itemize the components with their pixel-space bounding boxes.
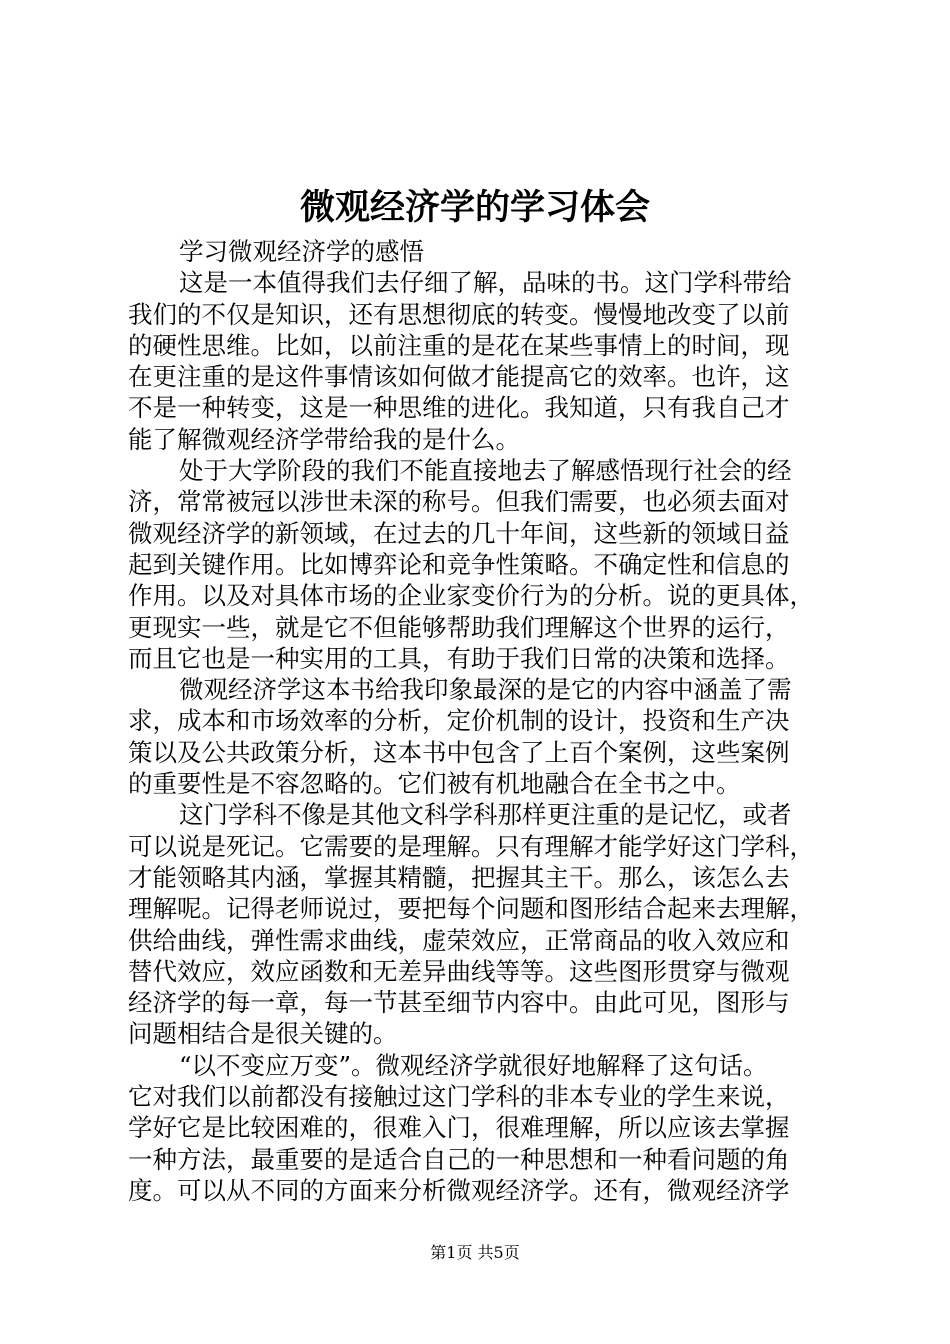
paragraph-2-line-1: 处于大学阶段的我们不能直接地去了解感悟现行社会的经 [179,456,792,486]
paragraph-2-line-4: 起到关键作用。比如博弈论和竞争性策略。不确定性和信息的 [128,549,790,579]
paragraph-4-line-8: 问题相结合是很关键的。 [128,1019,398,1049]
paragraph-2-line-2: 济，常常被冠以涉世未深的称号。但我们需要，也必须去面对 [128,487,790,517]
paragraph-1-line-5: 不是一种转变，这是一种思维的进化。我知道，只有我自己才 [128,393,790,423]
page-number-footer: 第1页 共5页 [430,1243,520,1262]
paragraph-1-line-1: 这是一本值得我们去仔细了解，品味的书。这门学科带给 [179,268,792,298]
paragraph-4-line-2: 可以说是死记。它需要的是理解。只有理解才能学好这门学科， [128,831,814,861]
paragraph-4-line-7: 经济学的每一章，每一节甚至细节内容中。由此可见，图形与 [128,988,790,1018]
subtitle-line: 学习微观经济学的感悟 [179,237,424,266]
paragraph-1-line-4: 在更注重的是这件事情该如何做才能提高它的效率。也许，这 [128,362,790,392]
paragraph-3-line-4: 的重要性是不容忽略的。它们被有机地融合在全书之中。 [128,769,741,799]
paragraph-3-line-3: 策以及公共政策分析，这本书中包含了上百个案例，这些案例 [128,737,790,767]
paragraph-5-line-3: 学好它是比较困难的，很难入门，很难理解，所以应该去掌握 [128,1113,790,1143]
document-title: 微观经济学的学习体会 [299,187,650,228]
paragraph-4-line-3: 才能领略其内涵，掌握其精髓，把握其主干。那么，该怎么去 [128,862,790,892]
paragraph-5-line-4: 一种方法，最重要的是适合自己的一种思想和一种看问题的角 [128,1144,790,1174]
paragraph-5-line-1: “以不变应万变”。微观经济学就很好地解释了这句话。 [179,1050,768,1080]
paragraph-1-line-6: 能了解微观经济学带给我的是什么。 [128,424,520,454]
document-body [128,236,830,1206]
paragraph-2-line-7: 而且它也是一种实用的工具，有助于我们日常的决策和选择。 [128,643,790,673]
paragraph-5-line-5: 度。可以从不同的方面来分析微观经济学。还有，微观经济学 [128,1175,790,1205]
paragraph-4-line-5: 供给曲线，弹性需求曲线，虚荣效应，正常商品的收入效应和 [128,925,790,955]
paragraph-3-line-2: 求，成本和市场效率的分析，定价机制的设计，投资和生产决 [128,706,790,736]
paragraph-1-line-2: 我们的不仅是知识，还有思想彻底的转变。慢慢地改变了以前 [128,299,790,329]
paragraph-4-line-4: 理解呢。记得老师说过，要把每个问题和图形结合起来去理解， [128,894,814,924]
paragraph-3-line-1: 微观经济学这本书给我印象最深的是它的内容中涵盖了需 [179,675,792,705]
paragraph-4-line-1: 这门学科不像是其他文科学科那样更注重的是记忆，或者 [179,800,792,830]
paragraph-2-line-3: 微观经济学的新领域，在过去的几十年间，这些新的领域日益 [128,518,790,548]
paragraph-5-line-2: 它对我们以前都没有接触过这门学科的非本专业的学生来说， [128,1082,790,1112]
paragraph-2-line-6: 更现实一些，就是它不但能够帮助我们理解这个世界的运行， [128,612,790,642]
paragraph-4-line-6: 替代效应，效应函数和无差异曲线等等。这些图形贯穿与微观 [128,956,790,986]
paragraph-1-line-3: 的硬性思维。比如，以前注重的是花在某些事情上的时间，现 [128,330,790,360]
paragraph-2-line-5: 作用。以及对具体市场的企业家变价行为的分析。说的更具体， [128,581,814,611]
